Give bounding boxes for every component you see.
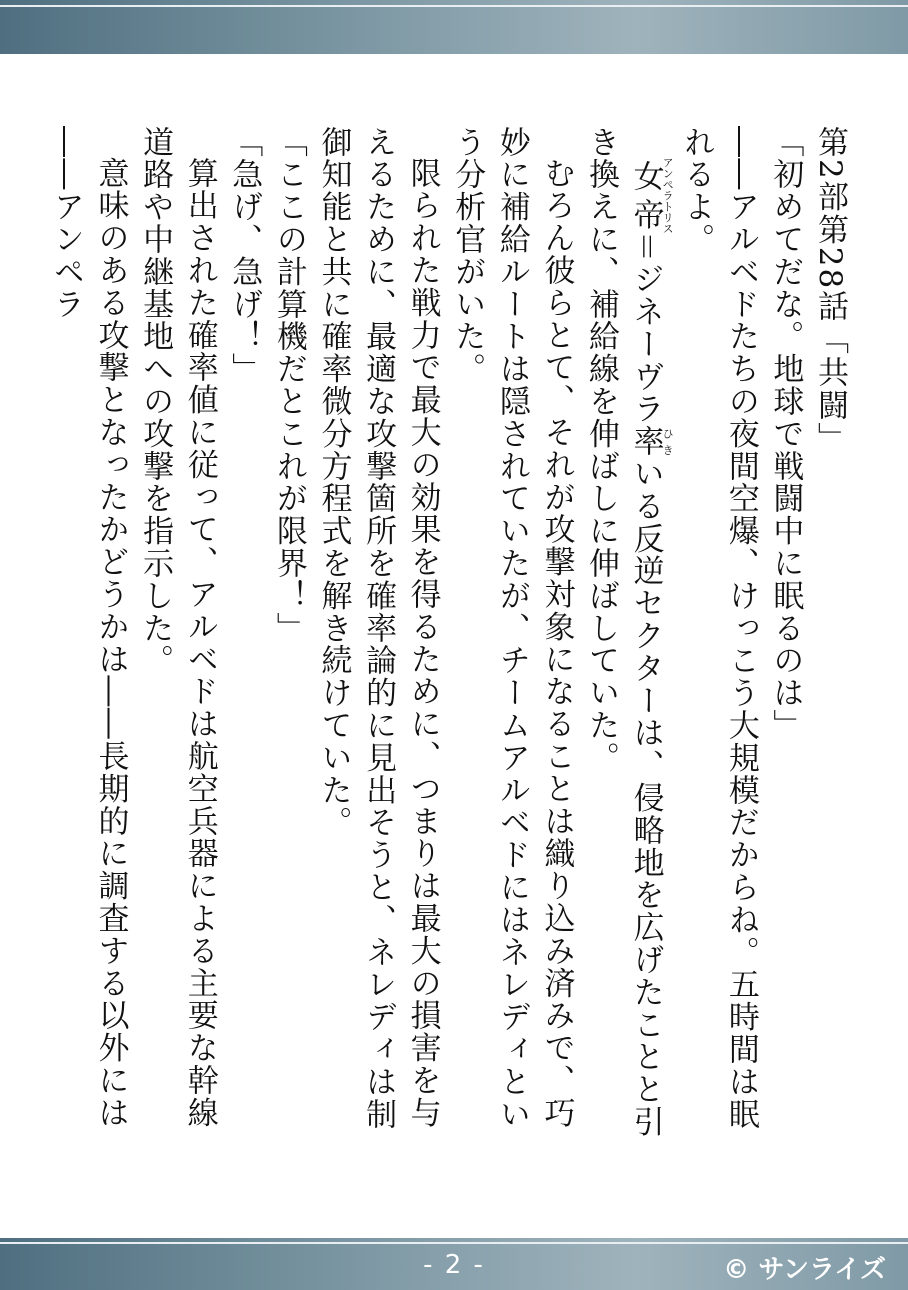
- paragraph: 「ここの計算機だとこれが限界！」: [270, 126, 307, 645]
- paragraph: むろん彼らとて、それが攻撃対象になることは織り込み済みで、巧妙に補給ルートは隠されていたが、チームアルベドにはネレディという分析官がいた。: [449, 126, 575, 1131]
- header-rule: [0, 5, 908, 7]
- paragraph: 「急げ、急げ！」: [226, 126, 263, 386]
- header-bar: [0, 0, 908, 54]
- vertical-text-body: [43, 126, 852, 1156]
- ruby-annotation: 女帝アンペラトリス: [627, 157, 675, 234]
- paragraph: 女帝アンペラトリス＝ジネーヴラ率ひきいる反逆セクターは、侵略地を広げたことと引き換えに、補給線を伸ばしに伸ばしていた。: [583, 126, 675, 1139]
- paragraph: 「初めてだな。地球で戦闘中に眠るのは」: [767, 126, 804, 742]
- paragraph: ――アルベドたちの夜間空爆、けっこう大規模だからね。五時間は眠れるよ。: [678, 126, 759, 1131]
- paragraph: 算出された確率値に従って、アルベドは航空兵器による主要な幹線道路や中継基地への攻撃を指示した。: [137, 126, 218, 1129]
- copyright-label: © サンライズ: [723, 1255, 886, 1285]
- footer-rule: [0, 1242, 908, 1244]
- ruby-annotation: 率ひき: [627, 425, 675, 458]
- chapter-title: 第2部第28話「共闘」: [812, 126, 848, 456]
- paragraph: 限られた戦力で最大の効果を得るために、つまりは最大の損害を与えるために、最適な攻撃箇所を確率論的に見出そうと、ネレディは制御知能と共に確率微分方程式を解き続けていた。: [315, 126, 441, 1131]
- paragraph: 意味のある攻撃となったかどうかは――長期的に調査する以外には――アンペラ: [47, 126, 129, 1129]
- page-number: - 2 -: [423, 1250, 485, 1280]
